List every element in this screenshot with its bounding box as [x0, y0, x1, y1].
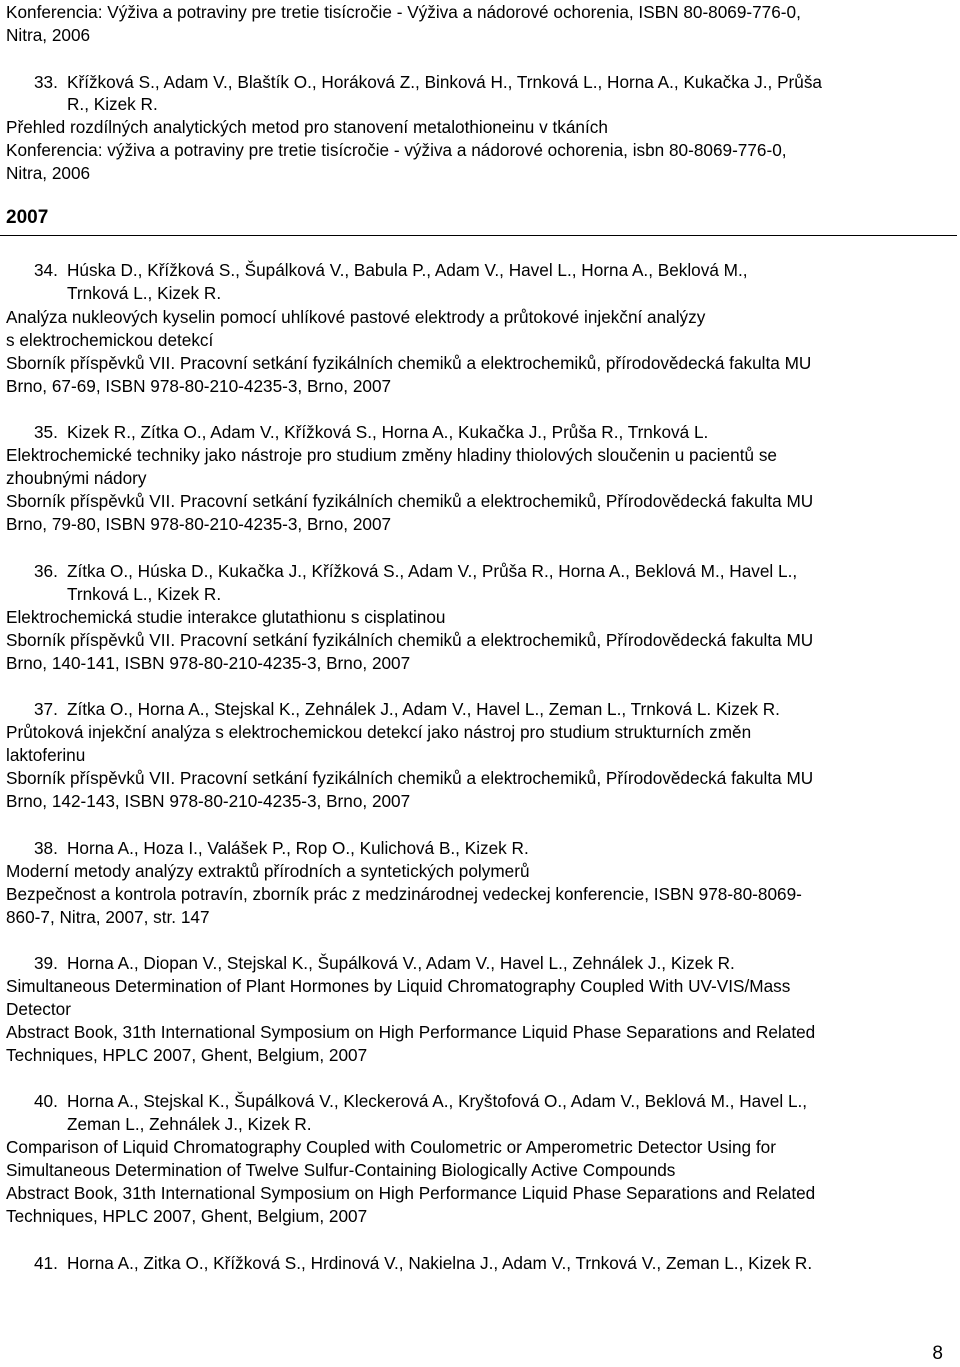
entry-authors: Zeman L., Zehnálek J., Kizek R. — [67, 1114, 312, 1134]
entry-authors: Kizek R., Zítka O., Adam V., Křížková S., Horna A., Kukačka J., Průša R., Trnková L. — [67, 422, 709, 442]
entry-title: Analýza nukleových kyselin pomocí uhlíkové pastové elektrody a průtokové injekční analýzy — [6, 307, 706, 327]
entry-source: Sborník příspěvků VII. Pracovní setkání fyzikálních chemiků a elektrochemiků, Přírodovědecká fakulta MU — [6, 768, 814, 788]
entry-authors: Zítka O., Húska D., Kukačka J., Křížková S., Adam V., Průša R., Horna A., Beklová M., Havel L., — [67, 561, 798, 581]
entry-number: 38. — [34, 838, 58, 858]
entry-authors: Trnková L., Kizek R. — [67, 283, 222, 303]
entry-source: Brno, 67-69, ISBN 978-80-210-4235-3, Brno, 2007 — [6, 376, 392, 396]
entry-source: 860-7, Nitra, 2007, str. 147 — [6, 907, 210, 927]
entry-authors: Trnková L., Kizek R. — [67, 584, 222, 604]
entry-number: 40. — [34, 1091, 58, 1111]
entry-title: Simultaneous Determination of Twelve Sulfur-Containing Biologically Active Compounds — [6, 1160, 676, 1180]
entry-number: 36. — [34, 561, 58, 581]
entry-authors: R., Kizek R. — [67, 94, 158, 114]
entry-authors: Húska D., Křížková S., Šupálková V., Babula P., Adam V., Havel L., Horna A., Beklová M., — [67, 260, 748, 280]
entry-title: Průtoková injekční analýza s elektrochemickou detekcí jako nástroj pro studium strukturních změn — [6, 722, 752, 742]
entry-source: Konferencia: výživa a potraviny pre tretie tisícročie - výživa a nádorové ochorenia, isbn 80-8069-776-0, — [6, 140, 787, 160]
entry-number: 37. — [34, 699, 58, 719]
entry-authors: Zítka O., Horna A., Stejskal K., Zehnálek J., Adam V., Havel L., Zeman L., Trnková L. Kizek R. — [67, 699, 780, 719]
heading-rule — [0, 235, 957, 236]
year-heading: 2007 — [6, 207, 49, 228]
entry-title: laktoferinu — [6, 745, 86, 765]
entry-source: Nitra, 2006 — [6, 163, 91, 183]
entry-title: Elektrochemické techniky jako nástroje pro studium změny hladiny thiolových sloučenin u pacientů se — [6, 445, 777, 465]
entry-source: Brno, 140-141, ISBN 978-80-210-4235-3, Brno, 2007 — [6, 653, 411, 673]
page-number: 8 — [932, 1343, 943, 1364]
entry-title: zhoubnými nádory — [6, 468, 147, 488]
entry-authors: Horna A., Zitka O., Křížková S., Hrdinová V., Nakielna J., Adam V., Trnková V., Zeman L., Kizek R. — [67, 1253, 813, 1273]
entry-title: Přehled rozdílných analytických metod pro stanovení metalothioneinu v tkáních — [6, 117, 608, 137]
entry-source: Brno, 79-80, ISBN 978-80-210-4235-3, Brno, 2007 — [6, 514, 392, 534]
entry-title: Simultaneous Determination of Plant Hormones by Liquid Chromatography Coupled With UV-VIS/Mass — [6, 976, 791, 996]
entry-number: 35. — [34, 422, 58, 442]
top-entry-line: Nitra, 2006 — [6, 25, 91, 45]
entry-title: Comparison of Liquid Chromatography Coupled with Coulometric or Amperometric Detector Using for — [6, 1137, 776, 1157]
entry-title: Detector — [6, 999, 71, 1019]
entry-source: Bezpečnost a kontrola potravín, zborník prác z medzinárodnej vedeckej konferencie, ISBN 978-80-8069- — [6, 884, 802, 904]
entry-number: 33. — [34, 72, 58, 92]
entry-source: Sborník příspěvků VII. Pracovní setkání fyzikálních chemiků a elektrochemiků, přírodovědecká fakulta MU — [6, 353, 812, 373]
entry-source: Abstract Book, 31th International Symposium on High Performance Liquid Phase Separations and Related — [6, 1183, 816, 1203]
entry-title: Moderní metody analýzy extraktů přírodních a syntetických polymerů — [6, 861, 530, 881]
entry-source: Brno, 142-143, ISBN 978-80-210-4235-3, Brno, 2007 — [6, 791, 411, 811]
entry-title: Elektrochemická studie interakce glutathionu s cisplatinou — [6, 607, 446, 627]
entry-source: Techniques, HPLC 2007, Ghent, Belgium, 2007 — [6, 1206, 368, 1226]
entry-title: s elektrochemickou detekcí — [6, 330, 214, 350]
entry-number: 39. — [34, 953, 58, 973]
entry-authors: Horna A., Hoza I., Valášek P., Rop O., Kulichová B., Kizek R. — [67, 838, 529, 858]
entry-source: Sborník příspěvků VII. Pracovní setkání fyzikálních chemiků a elektrochemiků, Přírodovědecká fakulta MU — [6, 491, 814, 511]
entry-authors: Horna A., Diopan V., Stejskal K., Šupálková V., Adam V., Havel L., Zehnálek J., Kizek R. — [67, 953, 735, 973]
entry-source: Sborník příspěvků VII. Pracovní setkání fyzikálních chemiků a elektrochemiků, Přírodovědecká fakulta MU — [6, 630, 814, 650]
top-entry-line: Konferencia: Výživa a potraviny pre tretie tisícročie - Výživa a nádorové ochorenia, ISBN 80-8069-776-0, — [6, 2, 801, 22]
entry-number: 41. — [34, 1253, 58, 1273]
entry-authors: Horna A., Stejskal K., Šupálková V., Kleckerová A., Kryštofová O., Adam V., Beklová M., Havel L., — [67, 1091, 808, 1111]
entry-source: Abstract Book, 31th International Symposium on High Performance Liquid Phase Separations and Related — [6, 1022, 816, 1042]
entry-authors: Křížková S., Adam V., Blaštík O., Horáková Z., Binková H., Trnková L., Horna A., Kukačka J., Průša — [67, 72, 822, 92]
entry-source: Techniques, HPLC 2007, Ghent, Belgium, 2007 — [6, 1045, 368, 1065]
entry-number: 34. — [34, 260, 58, 280]
